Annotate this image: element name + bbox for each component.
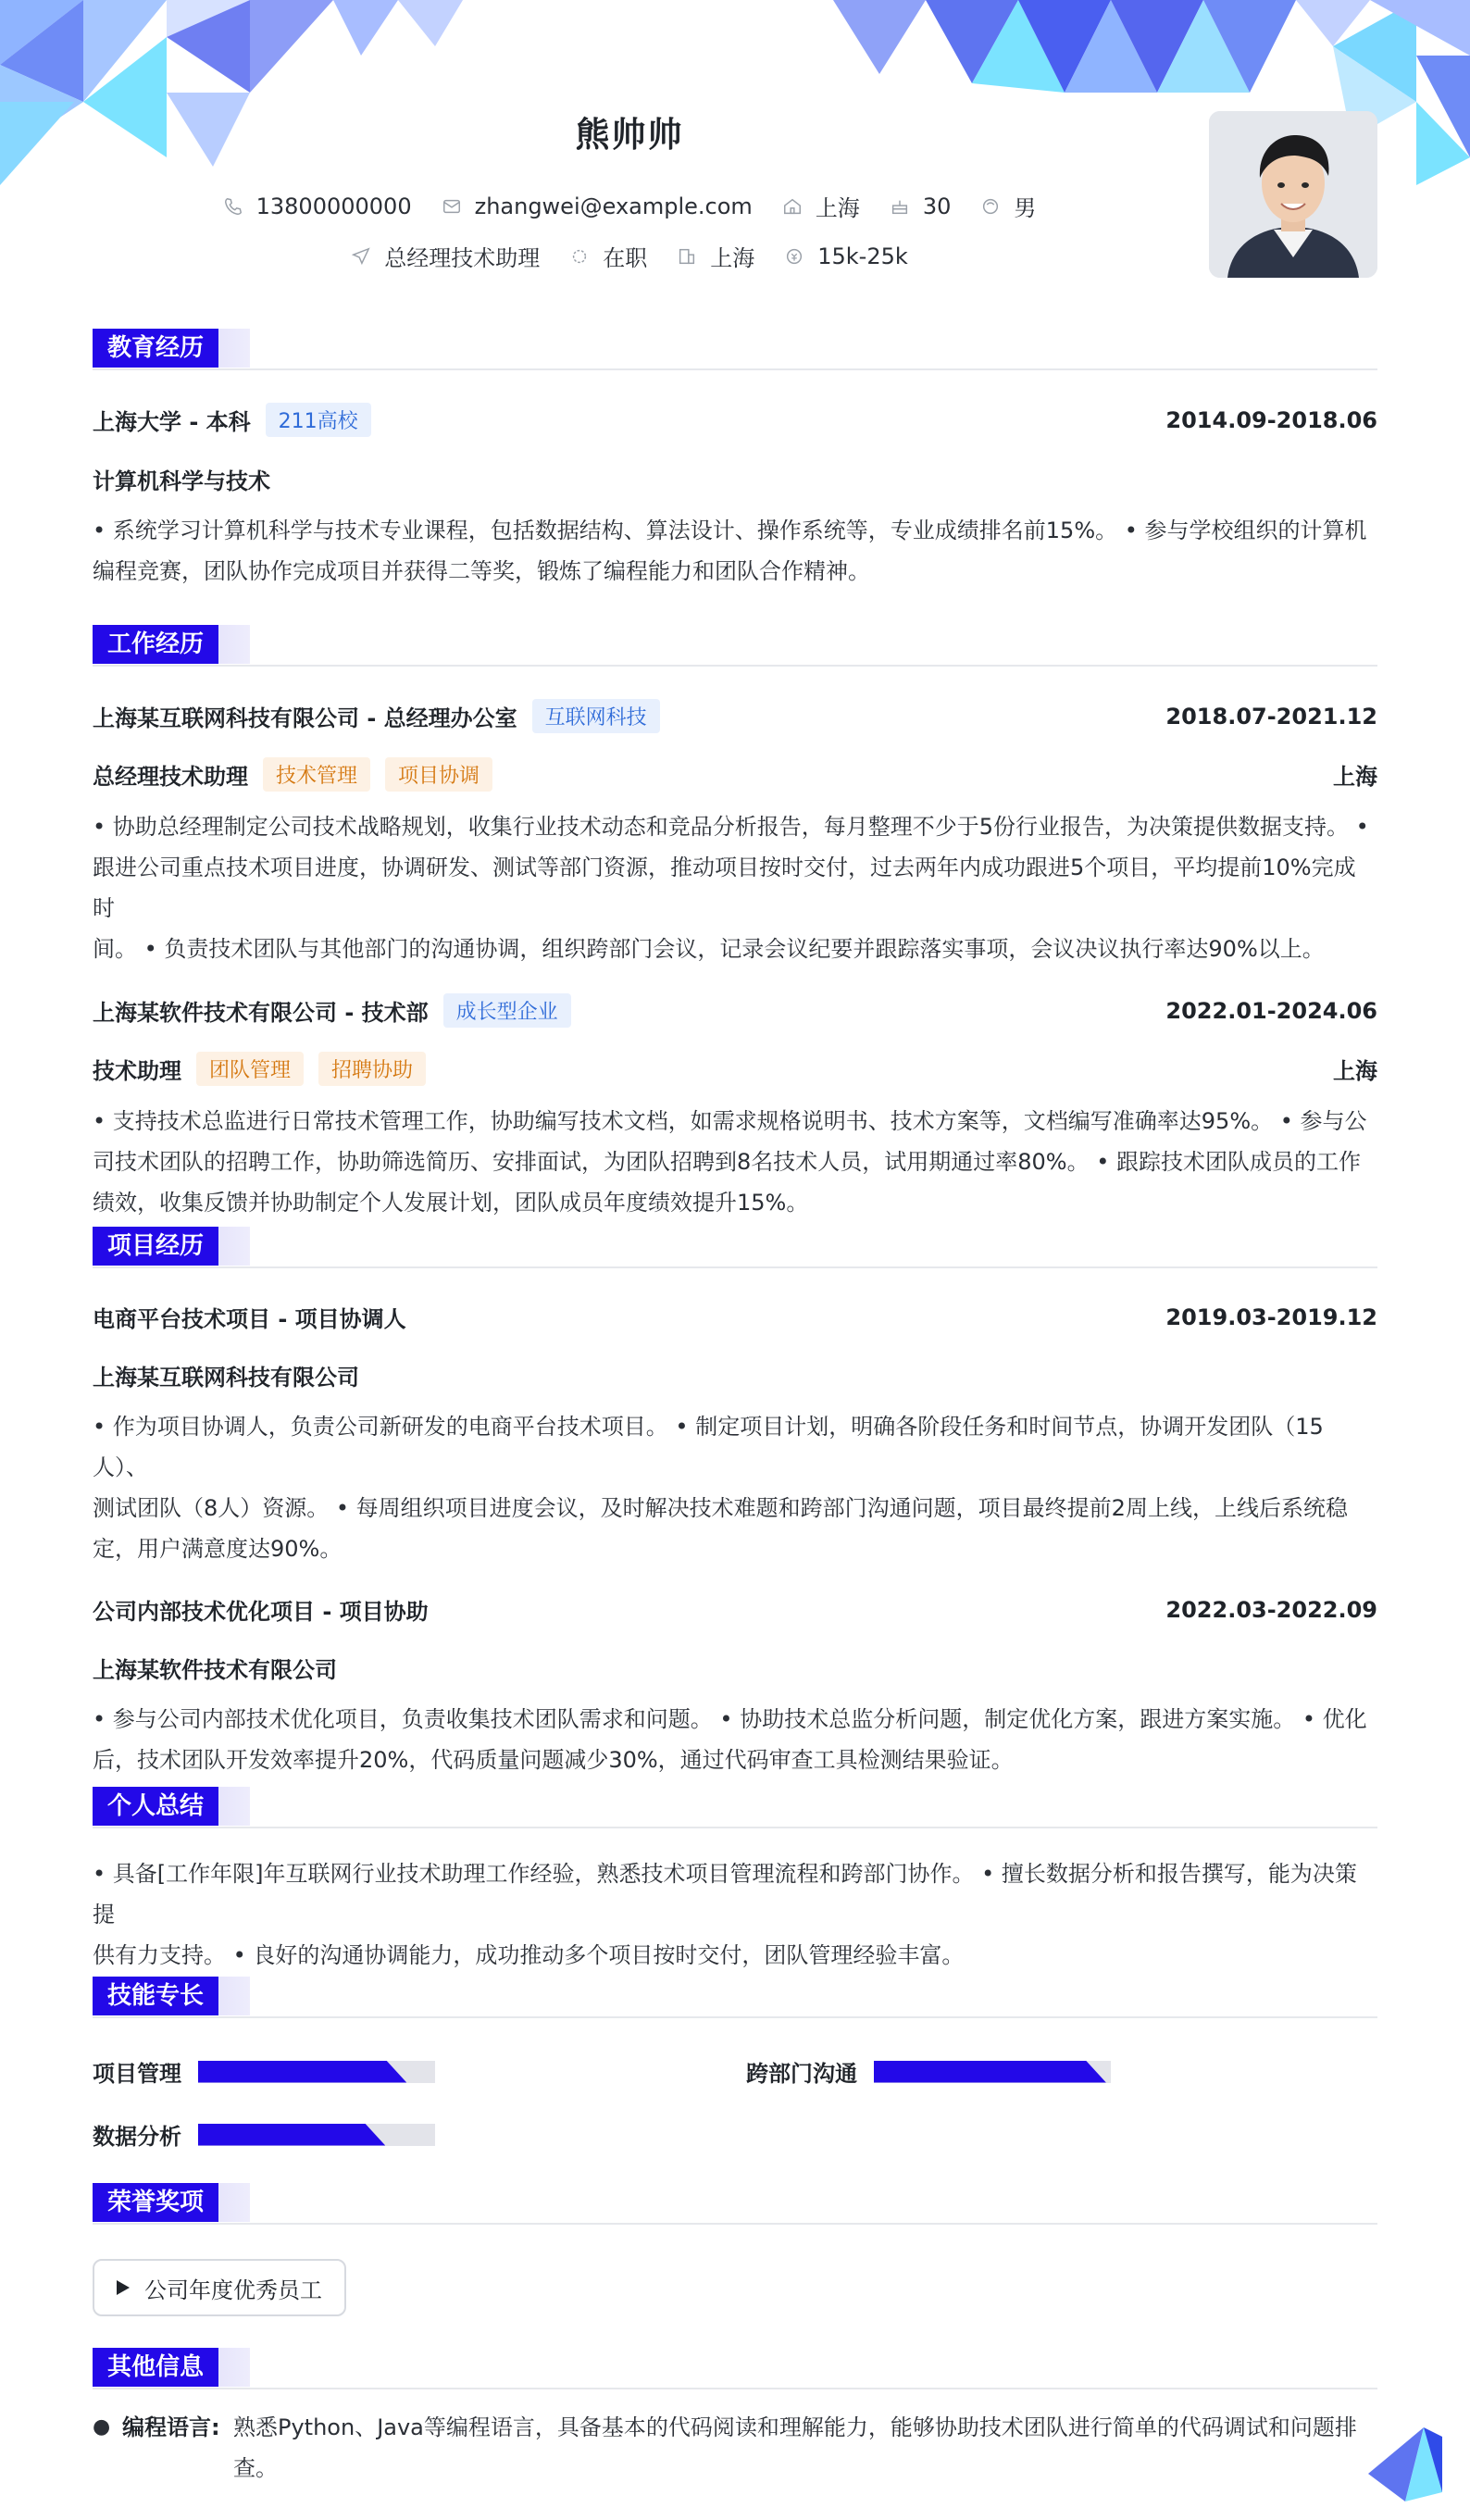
description-line: 跟进公司重点技术项目进度，协调研发、测试等部门资源，推动项目按时交付，过去两年内成功跟进5个项目，平均提前10%完成时 bbox=[93, 855, 1356, 921]
description-line: • 协助总经理制定公司技术战略规划，收集行业技术动态和竞品分析报告，每月整理不少于5份行业报告，为决策提供数据支持。 • bbox=[93, 814, 1369, 840]
education-date: 2014.09-2018.06 bbox=[1165, 406, 1377, 433]
gender-icon bbox=[980, 196, 1001, 217]
section-title: 教育经历 bbox=[93, 329, 218, 368]
age-text: 30 bbox=[922, 193, 952, 219]
work-entry-header bbox=[93, 993, 1377, 1028]
school-tag: 211高校 bbox=[266, 403, 371, 437]
project-description bbox=[93, 1699, 1377, 1780]
section-title: 个人总结 bbox=[93, 1787, 218, 1826]
phone-text: 13800000000 bbox=[255, 193, 412, 219]
skill-bar bbox=[198, 2124, 435, 2146]
project-date: 2022.03-2022.09 bbox=[1165, 1596, 1377, 1623]
section-divider bbox=[93, 665, 1377, 667]
work-city: 上海 bbox=[1333, 764, 1377, 790]
awards-section bbox=[93, 2183, 1377, 2224]
role-tag: 招聘协助 bbox=[318, 1052, 426, 1086]
description-line: 司技术团队的招聘工作，协助筛选简历、安排面试，为团队招聘到8名技术人员，试用期通过率80%。 • 跟踪技术团队成员的工作 bbox=[93, 1149, 1362, 1175]
skill-fill bbox=[874, 2061, 1106, 2083]
major-row bbox=[93, 463, 1377, 495]
section-header bbox=[93, 329, 1377, 369]
gender-item bbox=[980, 190, 1036, 222]
award-text: 公司年度优秀员工 bbox=[144, 2277, 322, 2303]
cake-icon bbox=[890, 196, 910, 217]
skill-item bbox=[93, 2055, 435, 2088]
send-icon bbox=[351, 246, 371, 267]
section-title: 项目经历 bbox=[93, 1227, 218, 1266]
education-description bbox=[93, 510, 1377, 592]
project-title: 公司内部技术优化项目 - 项目协助 bbox=[93, 1599, 429, 1625]
education-section bbox=[93, 329, 1377, 592]
city-text: 上海 bbox=[710, 245, 755, 271]
other-text bbox=[233, 2407, 1357, 2489]
other-label: 编程语言: bbox=[122, 2414, 220, 2440]
projects-section bbox=[93, 1227, 1377, 1780]
work-date: 2018.07-2021.12 bbox=[1165, 703, 1377, 730]
section-title: 工作经历 bbox=[93, 625, 218, 664]
contact-row bbox=[0, 190, 1259, 222]
gender-text: 男 bbox=[1014, 195, 1037, 221]
project-company-row bbox=[93, 1359, 1377, 1391]
status-item bbox=[569, 240, 647, 272]
skill-fill bbox=[198, 2124, 385, 2146]
other-item bbox=[93, 2407, 1377, 2489]
project-description bbox=[93, 1406, 1377, 1569]
section-divider bbox=[93, 2388, 1377, 2389]
section-header bbox=[93, 625, 1377, 666]
skill-bar bbox=[198, 2061, 435, 2083]
summary-section bbox=[93, 1787, 1377, 1976]
salary-item bbox=[784, 243, 908, 269]
company-tag: 成长型企业 bbox=[443, 993, 571, 1028]
status-icon bbox=[569, 246, 590, 267]
description-line: • 作为项目协调人，负责公司新研发的电商平台技术项目。 • 制定项目计划，明确各阶段任务和时间节点，协调开发团队（15人）、 bbox=[93, 1414, 1324, 1480]
work-description bbox=[93, 806, 1377, 969]
major-name: 计算机科学与技术 bbox=[93, 468, 270, 494]
section-header bbox=[93, 1227, 1377, 1267]
location-text: 上海 bbox=[815, 195, 860, 221]
skill-item bbox=[93, 2118, 435, 2151]
section-header bbox=[93, 2183, 1377, 2224]
work-role-row bbox=[93, 757, 1377, 792]
role-name: 总经理技术助理 bbox=[93, 764, 248, 790]
company-name: 上海某互联网科技有限公司 - 总经理办公室 bbox=[93, 705, 517, 731]
description-line: • 支持技术总监进行日常技术管理工作，协助编写技术文档，如需求规格说明书、技术方案等，文档编写准确率达95%。 • 参与公 bbox=[93, 1108, 1367, 1134]
skill-name: 数据分析 bbox=[93, 2124, 181, 2150]
project-company-row bbox=[93, 1652, 1377, 1684]
work-entry-header bbox=[93, 699, 1377, 733]
award-item bbox=[93, 2259, 346, 2316]
job-target-text: 总经理技术助理 bbox=[384, 245, 541, 271]
project-company: 上海某软件技术有限公司 bbox=[93, 1657, 337, 1683]
other-section bbox=[93, 2348, 1377, 2489]
section-divider bbox=[93, 2016, 1377, 2018]
mail-icon bbox=[442, 196, 462, 217]
email-text: zhangwei@example.com bbox=[474, 193, 753, 219]
description-line: • 具备[工作年限]年互联网行业技术助理工作经验，熟悉技术项目管理流程和跨部门协作。 • 擅长数据分析和报告撰写，能为决策提 bbox=[93, 1861, 1357, 1927]
project-title: 电商平台技术项目 - 项目协调人 bbox=[93, 1306, 406, 1332]
skill-name: 跨部门沟通 bbox=[746, 2061, 857, 2087]
project-entry-header bbox=[93, 1593, 1377, 1626]
school-name: 上海大学 - 本科 bbox=[93, 409, 251, 435]
job-target-item bbox=[351, 240, 540, 272]
work-section bbox=[93, 625, 1377, 1223]
project-date: 2019.03-2019.12 bbox=[1165, 1304, 1377, 1330]
work-city: 上海 bbox=[1333, 1058, 1377, 1084]
skills-section bbox=[93, 1977, 1377, 2017]
candidate-name: 熊帅帅 bbox=[575, 115, 684, 155]
section-divider bbox=[93, 1266, 1377, 1268]
skill-fill bbox=[198, 2061, 406, 2083]
other-text-line: 查。 bbox=[233, 2455, 278, 2481]
description-line: 编程竞赛，团队协作完成项目并获得二等奖，锻炼了编程能力和团队合作精神。 bbox=[93, 558, 870, 584]
skill-item bbox=[746, 2055, 1111, 2088]
section-title: 荣誉奖项 bbox=[93, 2183, 218, 2222]
section-header bbox=[93, 1977, 1377, 2017]
description-line: 供有力支持。 • 良好的沟通协调能力，成功推动多个项目按时交付，团队管理经验丰富。 bbox=[93, 1942, 965, 1968]
section-divider bbox=[93, 1827, 1377, 1828]
section-header bbox=[93, 1787, 1377, 1828]
building-icon bbox=[677, 246, 697, 267]
age-item bbox=[890, 193, 952, 219]
project-company: 上海某互联网科技有限公司 bbox=[93, 1365, 359, 1391]
location-item bbox=[782, 190, 860, 222]
role-tag: 项目协调 bbox=[385, 757, 492, 792]
avatar bbox=[1209, 111, 1377, 278]
skill-name: 项目管理 bbox=[93, 2061, 181, 2087]
job-intent-row bbox=[0, 240, 1259, 272]
other-text-line: 熟悉Python、Java等编程语言，具备基本的代码阅读和理解能力，能够协助技术团队进行简单的代码调试和问题排 bbox=[233, 2414, 1357, 2440]
description-line: • 系统学习计算机科学与技术专业课程，包括数据结构、算法设计、操作系统等，专业成绩排名前15%。 • 参与学校组织的计算机 bbox=[93, 518, 1367, 543]
status-text: 在职 bbox=[603, 245, 648, 271]
work-description bbox=[93, 1101, 1377, 1223]
triangle-right-icon bbox=[117, 2280, 130, 2295]
bullet-dot: ● bbox=[93, 2415, 111, 2439]
summary-description bbox=[93, 1853, 1377, 1976]
description-line: 测试团队（8人）资源。 • 每周组织项目进度会议，及时解决技术难题和跨部门沟通问题，项目最终提前2周上线，上线后系统稳 bbox=[93, 1495, 1348, 1521]
salary-text: 15k-25k bbox=[817, 243, 908, 269]
description-line: 后，技术团队开发效率提升20%，代码质量问题减少30%，通过代码审查工具检测结果验证。 bbox=[93, 1747, 1014, 1773]
work-role-row bbox=[93, 1052, 1377, 1086]
phone-icon bbox=[223, 196, 243, 217]
education-entry-header bbox=[93, 403, 1377, 437]
city-item bbox=[677, 240, 754, 272]
company-tag: 互联网科技 bbox=[532, 699, 660, 733]
section-divider bbox=[93, 2223, 1377, 2225]
company-name: 上海某软件技术有限公司 - 技术部 bbox=[93, 1000, 429, 1026]
project-entry-header bbox=[93, 1301, 1377, 1333]
role-name: 技术助理 bbox=[93, 1058, 181, 1084]
role-tag: 技术管理 bbox=[263, 757, 370, 792]
role-tag: 团队管理 bbox=[196, 1052, 304, 1086]
home-icon bbox=[782, 196, 803, 217]
section-title: 技能专长 bbox=[93, 1977, 218, 2015]
description-line: 间。 • 负责技术团队与其他部门的沟通协调，组织跨部门会议，记录会议纪要并跟踪落实事项，会议决议执行率达90%以上。 bbox=[93, 936, 1325, 962]
money-icon bbox=[784, 246, 804, 267]
description-line: 绩效，收集反馈并协助制定个人发展计划，团队成员年度绩效提升15%。 bbox=[93, 1190, 809, 1216]
email-item bbox=[442, 193, 753, 219]
skill-bar bbox=[874, 2061, 1111, 2083]
section-title: 其他信息 bbox=[93, 2348, 218, 2387]
description-line: • 参与公司内部技术优化项目，负责收集技术团队需求和问题。 • 协助技术总监分析问题，制定优化方案，跟进方案实施。 • 优化 bbox=[93, 1706, 1367, 1732]
description-line: 定，用户满意度达90%。 bbox=[93, 1536, 343, 1562]
phone-item bbox=[223, 193, 412, 219]
avatar-portrait bbox=[1209, 111, 1377, 278]
section-header bbox=[93, 2348, 1377, 2389]
work-date: 2022.01-2024.06 bbox=[1165, 997, 1377, 1024]
section-divider bbox=[93, 368, 1377, 370]
